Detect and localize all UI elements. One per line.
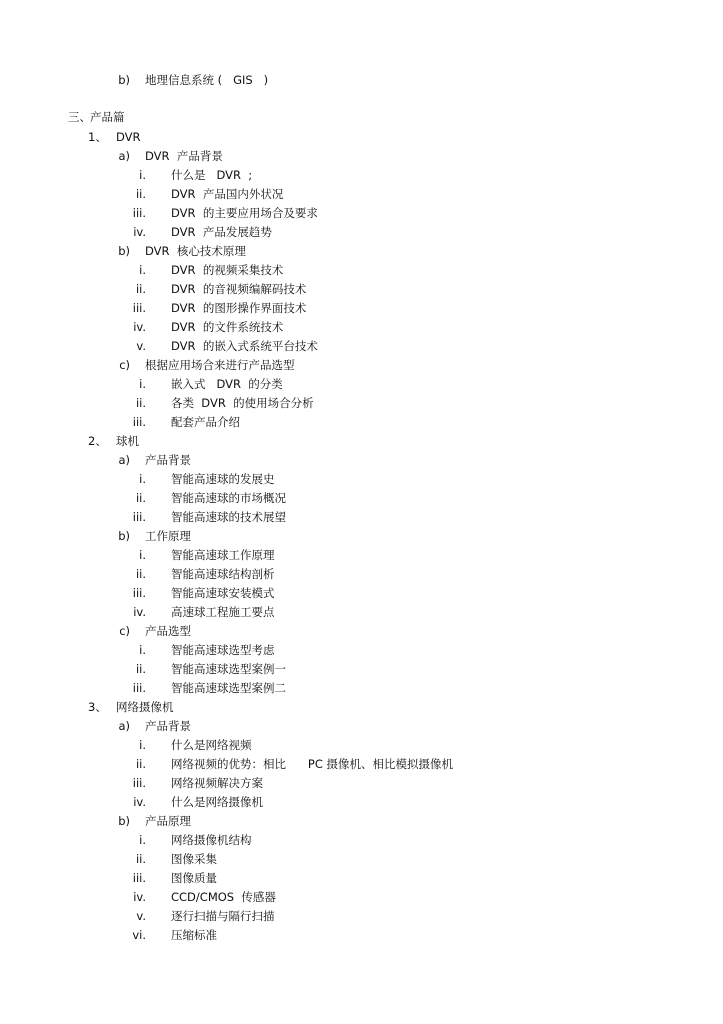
- outline-text: DVR 产品发展趋势: [171, 225, 272, 239]
- outline-marker: v.: [136, 909, 146, 923]
- outline-text: 智能高速球结构剖析: [171, 567, 275, 581]
- outline-text: 各类 DVR 的使用场合分析: [171, 396, 314, 410]
- outline-marker: iii.: [132, 415, 146, 429]
- outline-marker: i.: [139, 472, 146, 486]
- outline-marker: iv.: [133, 605, 146, 619]
- outline-marker: iii.: [132, 510, 146, 524]
- outline-item: [0, 736, 723, 754]
- outline-text: 智能高速球的市场概况: [171, 491, 286, 505]
- outline-text: 什么是网络摄像机: [171, 795, 263, 809]
- outline-text: 球机: [116, 434, 139, 448]
- outline-text: 智能高速球的发展史: [171, 472, 275, 486]
- outline-text: 产品篇: [90, 110, 125, 124]
- outline-marker: iii.: [132, 586, 146, 600]
- outline-text: DVR 的图形操作界面技术: [171, 301, 307, 315]
- outline-item: [0, 907, 723, 925]
- outline-text: 高速球工程施工要点: [171, 605, 275, 619]
- outline-item: [0, 108, 723, 126]
- outline-item: [0, 185, 723, 203]
- outline-text: 智能高速球选型考虑: [171, 643, 275, 657]
- outline-marker: ii.: [135, 282, 146, 296]
- outline-marker: 3、: [88, 700, 107, 714]
- outline-marker: 三、: [68, 110, 91, 124]
- outline-marker: vi.: [132, 928, 146, 942]
- outline-item: [0, 603, 723, 621]
- outline-text: 智能高速球选型案例一: [171, 662, 286, 676]
- outline-item: [0, 831, 723, 849]
- outline-marker: i.: [139, 168, 146, 182]
- outline-item: [0, 166, 723, 184]
- outline-text: 网络视频的优势：相比 PC 摄像机、相比模拟摄像机: [171, 757, 454, 771]
- outline-text: 什么是网络视频: [171, 738, 252, 752]
- outline-marker: b): [118, 73, 130, 87]
- outline-text: 压缩标准: [171, 928, 217, 942]
- outline-text: 网络摄像机: [116, 700, 174, 714]
- outline-text: DVR 的音视频编解码技术: [171, 282, 307, 296]
- outline-text: 地理信息系统 ( GIS ): [145, 73, 269, 87]
- outline-marker: ii.: [135, 852, 146, 866]
- outline-marker: b): [118, 529, 130, 543]
- outline-item: [0, 926, 723, 944]
- outline-marker: b): [118, 814, 130, 828]
- outline-item: [0, 318, 723, 336]
- outline-text: 逐行扫描与隔行扫描: [171, 909, 275, 923]
- outline-text: DVR 的主要应用场合及要求: [171, 206, 318, 220]
- outline-marker: iv.: [133, 890, 146, 904]
- outline-item: [0, 299, 723, 317]
- outline-text: DVR 的文件系统技术: [171, 320, 284, 334]
- outline-text: 什么是 DVR ;: [171, 168, 253, 182]
- outline-text: DVR 产品国内外状况: [171, 187, 284, 201]
- outline-marker: ii.: [135, 757, 146, 771]
- outline-text: 配套产品介绍: [171, 415, 240, 429]
- outline-item: [0, 546, 723, 564]
- outline-text: DVR 产品背景: [145, 149, 223, 163]
- outline-marker: iii.: [132, 681, 146, 695]
- outline-item: [0, 717, 723, 735]
- outline-item: [0, 641, 723, 659]
- outline-marker: i.: [139, 643, 146, 657]
- outline-text: 产品原理: [145, 814, 191, 828]
- outline-text: DVR: [116, 130, 141, 144]
- outline-marker: a): [118, 453, 130, 467]
- outline-item: [0, 204, 723, 222]
- outline-item: [0, 679, 723, 697]
- outline-item: [0, 470, 723, 488]
- outline-marker: iii.: [132, 776, 146, 790]
- outline-item: [0, 584, 723, 602]
- outline-item: [0, 565, 723, 583]
- outline-marker: iv.: [133, 225, 146, 239]
- outline-item: [0, 375, 723, 393]
- outline-text: 图像质量: [171, 871, 217, 885]
- outline-item: [0, 850, 723, 868]
- outline-marker: iii.: [132, 871, 146, 885]
- outline-item: [0, 337, 723, 355]
- outline-text: 产品选型: [145, 624, 191, 638]
- outline-item: [0, 413, 723, 431]
- outline-marker: a): [118, 149, 130, 163]
- outline-text: 智能高速球选型案例二: [171, 681, 286, 695]
- outline-item: [0, 698, 723, 716]
- outline-item: [0, 527, 723, 545]
- outline-item: [0, 755, 723, 773]
- outline-marker: i.: [139, 833, 146, 847]
- outline-item: [0, 242, 723, 260]
- outline-text: DVR 的视频采集技术: [171, 263, 284, 277]
- outline-item: [0, 394, 723, 412]
- outline-text: 智能高速球工作原理: [171, 548, 275, 562]
- outline-marker: iv.: [133, 795, 146, 809]
- outline-item: [0, 280, 723, 298]
- outline-marker: 2、: [88, 434, 107, 448]
- outline-item: [0, 432, 723, 450]
- outline-item: [0, 869, 723, 887]
- outline-text: DVR 核心技术原理: [145, 244, 246, 258]
- outline-marker: b): [118, 244, 130, 258]
- outline-item: [0, 223, 723, 241]
- outline-marker: v.: [136, 339, 146, 353]
- outline-marker: ii.: [135, 491, 146, 505]
- outline-marker: ii.: [135, 396, 146, 410]
- outline-text: DVR 的嵌入式系统平台技术: [171, 339, 318, 353]
- outline-marker: i.: [139, 738, 146, 752]
- outline-marker: iii.: [132, 206, 146, 220]
- outline-item: [0, 660, 723, 678]
- outline-item: [0, 793, 723, 811]
- outline-item: [0, 812, 723, 830]
- outline-marker: i.: [139, 548, 146, 562]
- outline-marker: iii.: [132, 301, 146, 315]
- outline-marker: a): [118, 719, 130, 733]
- outline-text: 产品背景: [145, 719, 191, 733]
- outline-text: 网络摄像机结构: [171, 833, 252, 847]
- outline-marker: i.: [139, 263, 146, 277]
- outline-item: [0, 888, 723, 906]
- outline-text: CCD/CMOS 传感器: [171, 890, 276, 904]
- outline-item: [0, 147, 723, 165]
- outline-item: [0, 128, 723, 146]
- outline-text: 智能高速球的技术展望: [171, 510, 286, 524]
- outline-marker: c): [119, 358, 130, 372]
- outline-marker: 1、: [88, 130, 107, 144]
- outline-marker: ii.: [135, 662, 146, 676]
- outline-item: [0, 71, 723, 89]
- outline-text: 根据应用场合来进行产品选型: [145, 358, 295, 372]
- outline-item: [0, 489, 723, 507]
- outline-text: 智能高速球安装模式: [171, 586, 275, 600]
- outline-item: [0, 356, 723, 374]
- outline-text: 图像采集: [171, 852, 217, 866]
- outline-item: [0, 774, 723, 792]
- outline-marker: c): [119, 624, 130, 638]
- outline-text: 产品背景: [145, 453, 191, 467]
- outline-marker: ii.: [135, 187, 146, 201]
- outline-marker: ii.: [135, 567, 146, 581]
- outline-item: [0, 451, 723, 469]
- outline-text: 工作原理: [145, 529, 191, 543]
- outline-item: [0, 508, 723, 526]
- outline-marker: iv.: [133, 320, 146, 334]
- outline-item: [0, 622, 723, 640]
- outline-item: [0, 261, 723, 279]
- outline-text: 网络视频解决方案: [171, 776, 263, 790]
- outline-marker: i.: [139, 377, 146, 391]
- outline-text: 嵌入式 DVR 的分类: [171, 377, 283, 391]
